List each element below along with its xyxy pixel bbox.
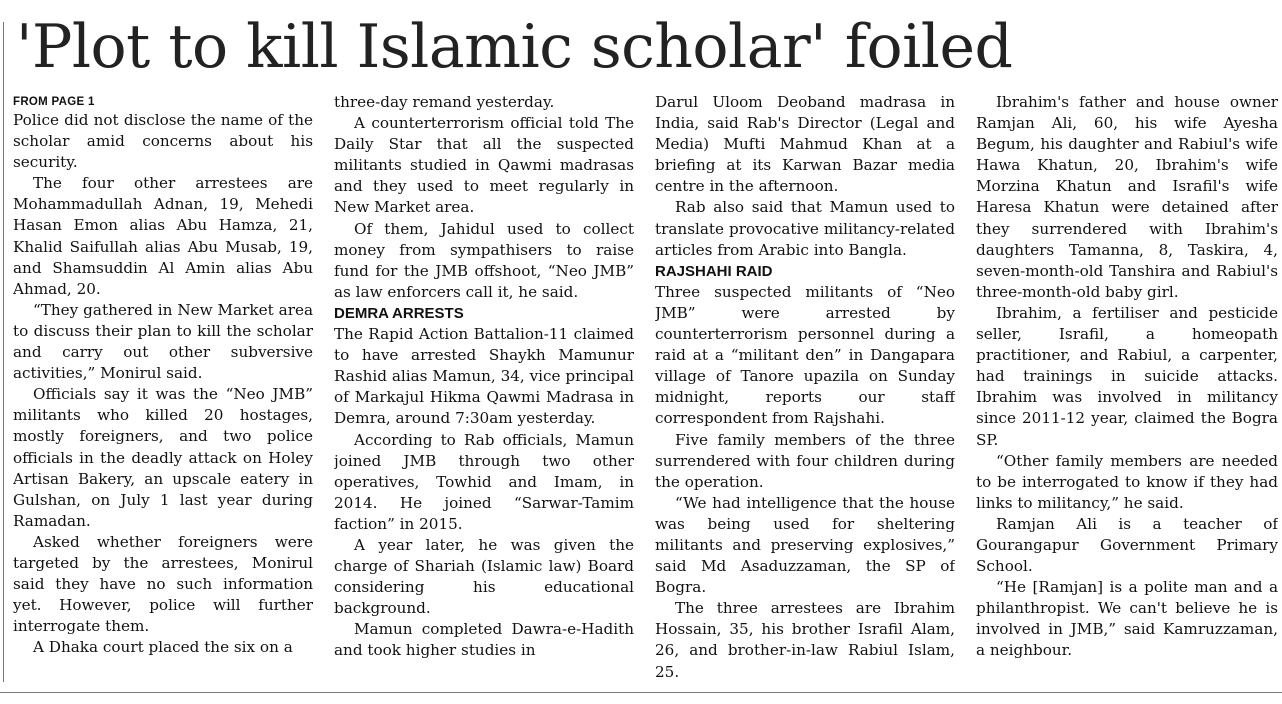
article-paragraph: Five family members of the three surrendered with four children during the operation.: [655, 430, 955, 491]
article-paragraph: Ibrahim, a fertiliser and pesticide seller, Israfil, a homeopath practitioner, and Rabiul, a carpenter, had trainings in suicide attacks. Ibrahim was involved in militancy since 2011-12 year, claimed the Bogra SP.: [976, 303, 1278, 449]
article-column-3: [655, 92, 955, 690]
article-paragraph: Rab also said that Mamun used to translate provocative militancy-related articles from Arabic into Bangla.: [655, 198, 955, 259]
article-paragraph: three-day remand yesterday.: [334, 93, 555, 111]
article-paragraph: Officials say it was the “Neo JMB” militants who killed 20 hostages, mostly foreigners, and two police officials in the deadly attack on Holey Artisan Bakery, an upscale eatery in Gulshan, on July 1 last year during Ramadan.: [13, 385, 313, 530]
article-paragraph: “Other family members are needed to be interrogated to know if they had links to militancy,” he said.: [976, 451, 1278, 512]
continuation-label: FROM PAGE 1: [13, 96, 95, 108]
article-paragraph: The Rapid Action Battalion-11 claimed to have arrested Shaykh Mamunur Rashid alias Mamun, 34, vice principal of Markajul Hikma Qawmi Madrasa in Demra, around 7:30am yesterday.: [334, 325, 634, 428]
bottom-rule: [0, 692, 1282, 693]
article-paragraph: Police did not disclose the name of the scholar amid concerns about his security.: [13, 111, 313, 172]
article-column-1: [13, 92, 313, 690]
article-paragraph: A Dhaka court placed the six on a: [33, 638, 293, 657]
article-column-2: [334, 92, 634, 690]
article-paragraph: A year later, he was given the charge of Shariah (Islamic law) Board considering his educational background.: [334, 535, 634, 618]
headline: 'Plot to kill Islamic scholar' foiled: [16, 12, 1013, 82]
article-paragraph: Ramjan Ali is a teacher of Gourangapur Government Primary School.: [976, 514, 1278, 576]
article-paragraph: Ibrahim's father and house owner Ramjan Ali, 60, his wife Ayesha Begum, his daughter and Rabiul's wife Hawa Khatun, 20, Ibrahim's wife Morzina Khatun and Israfil's wife Haresa Khatun were detained after they surrendered with Ibrahim's daughters Tamanna, 8, Taskira, 4, seven-month-old Tanshira and Rabiul's three-month-old baby girl.: [976, 93, 1278, 301]
article-paragraph: Mamun completed Dawra-e-Hadith and took higher studies in: [334, 620, 634, 660]
article-paragraph: According to Rab officials, Mamun joined JMB through two other operatives, Towhid and Imam, in 2014. He joined “Sarwar-Tamim faction” in 2015.: [334, 430, 634, 533]
article-paragraph: Of them, Jahidul used to collect money from sympathisers to raise fund for the JMB offshoot, “Neo JMB” as law enforcers call it, he said.: [334, 219, 634, 301]
article-paragraph: A counterterrorism official told The Daily Star that all the suspected militants studied in Qawmi madrasas and they used to meet regularly in New Market area.: [334, 114, 634, 217]
article-paragraph: Darul Uloom Deoband madrasa in India, said Rab's Director (Legal and Media) Mufti Mahmud Khan at a briefing at its Karwan Bazar media centre in the afternoon.: [655, 93, 955, 196]
article-paragraph: The four other arrestees are Mohammadullah Adnan, 19, Mehedi Hasan Emon alias Abu Hamza, 21, Khalid Saifullah alias Abu Musab, 19, and Shamsuddin Al Amin alias Abu Ahmad, 20.: [13, 174, 313, 298]
article-paragraph: “He [Ramjan] is a polite man and a philanthropist. We can't believe he is involved in JMB,” said Kamruzzaman, a neighbour.: [976, 578, 1278, 660]
article-paragraph: The three arrestees are Ibrahim Hossain, 35, his brother Israfil Alam, 26, and brother-in-law Rabiul Islam, 25.: [655, 599, 955, 681]
section-subhead: RAJSHAHI RAID: [655, 262, 773, 280]
article-body: [13, 92, 1278, 690]
article-paragraph: “They gathered in New Market area to discuss their plan to kill the scholar and carry out other subversive activities,” Monirul said.: [13, 300, 313, 383]
section-subhead: DEMRA ARRESTS: [334, 304, 464, 322]
left-column-rule: [3, 22, 4, 682]
article-column-4: [976, 92, 1278, 690]
article-paragraph: Asked whether foreigners were targeted by the arrestees, Monirul said they have no such information yet. However, police will further interrogate them.: [13, 532, 313, 636]
article-paragraph: “We had intelligence that the house was being used for sheltering militants and preserving explosives,” said Md Asaduzzaman, the SP of Bogra.: [655, 493, 955, 597]
article-paragraph: Three suspected militants of “Neo JMB” were arrested by counterterrorism personnel during a raid at a “militant den” in Dangapara village of Tanore upazila on Sunday midnight, reports our staff correspondent from Rajshahi.: [655, 282, 955, 428]
